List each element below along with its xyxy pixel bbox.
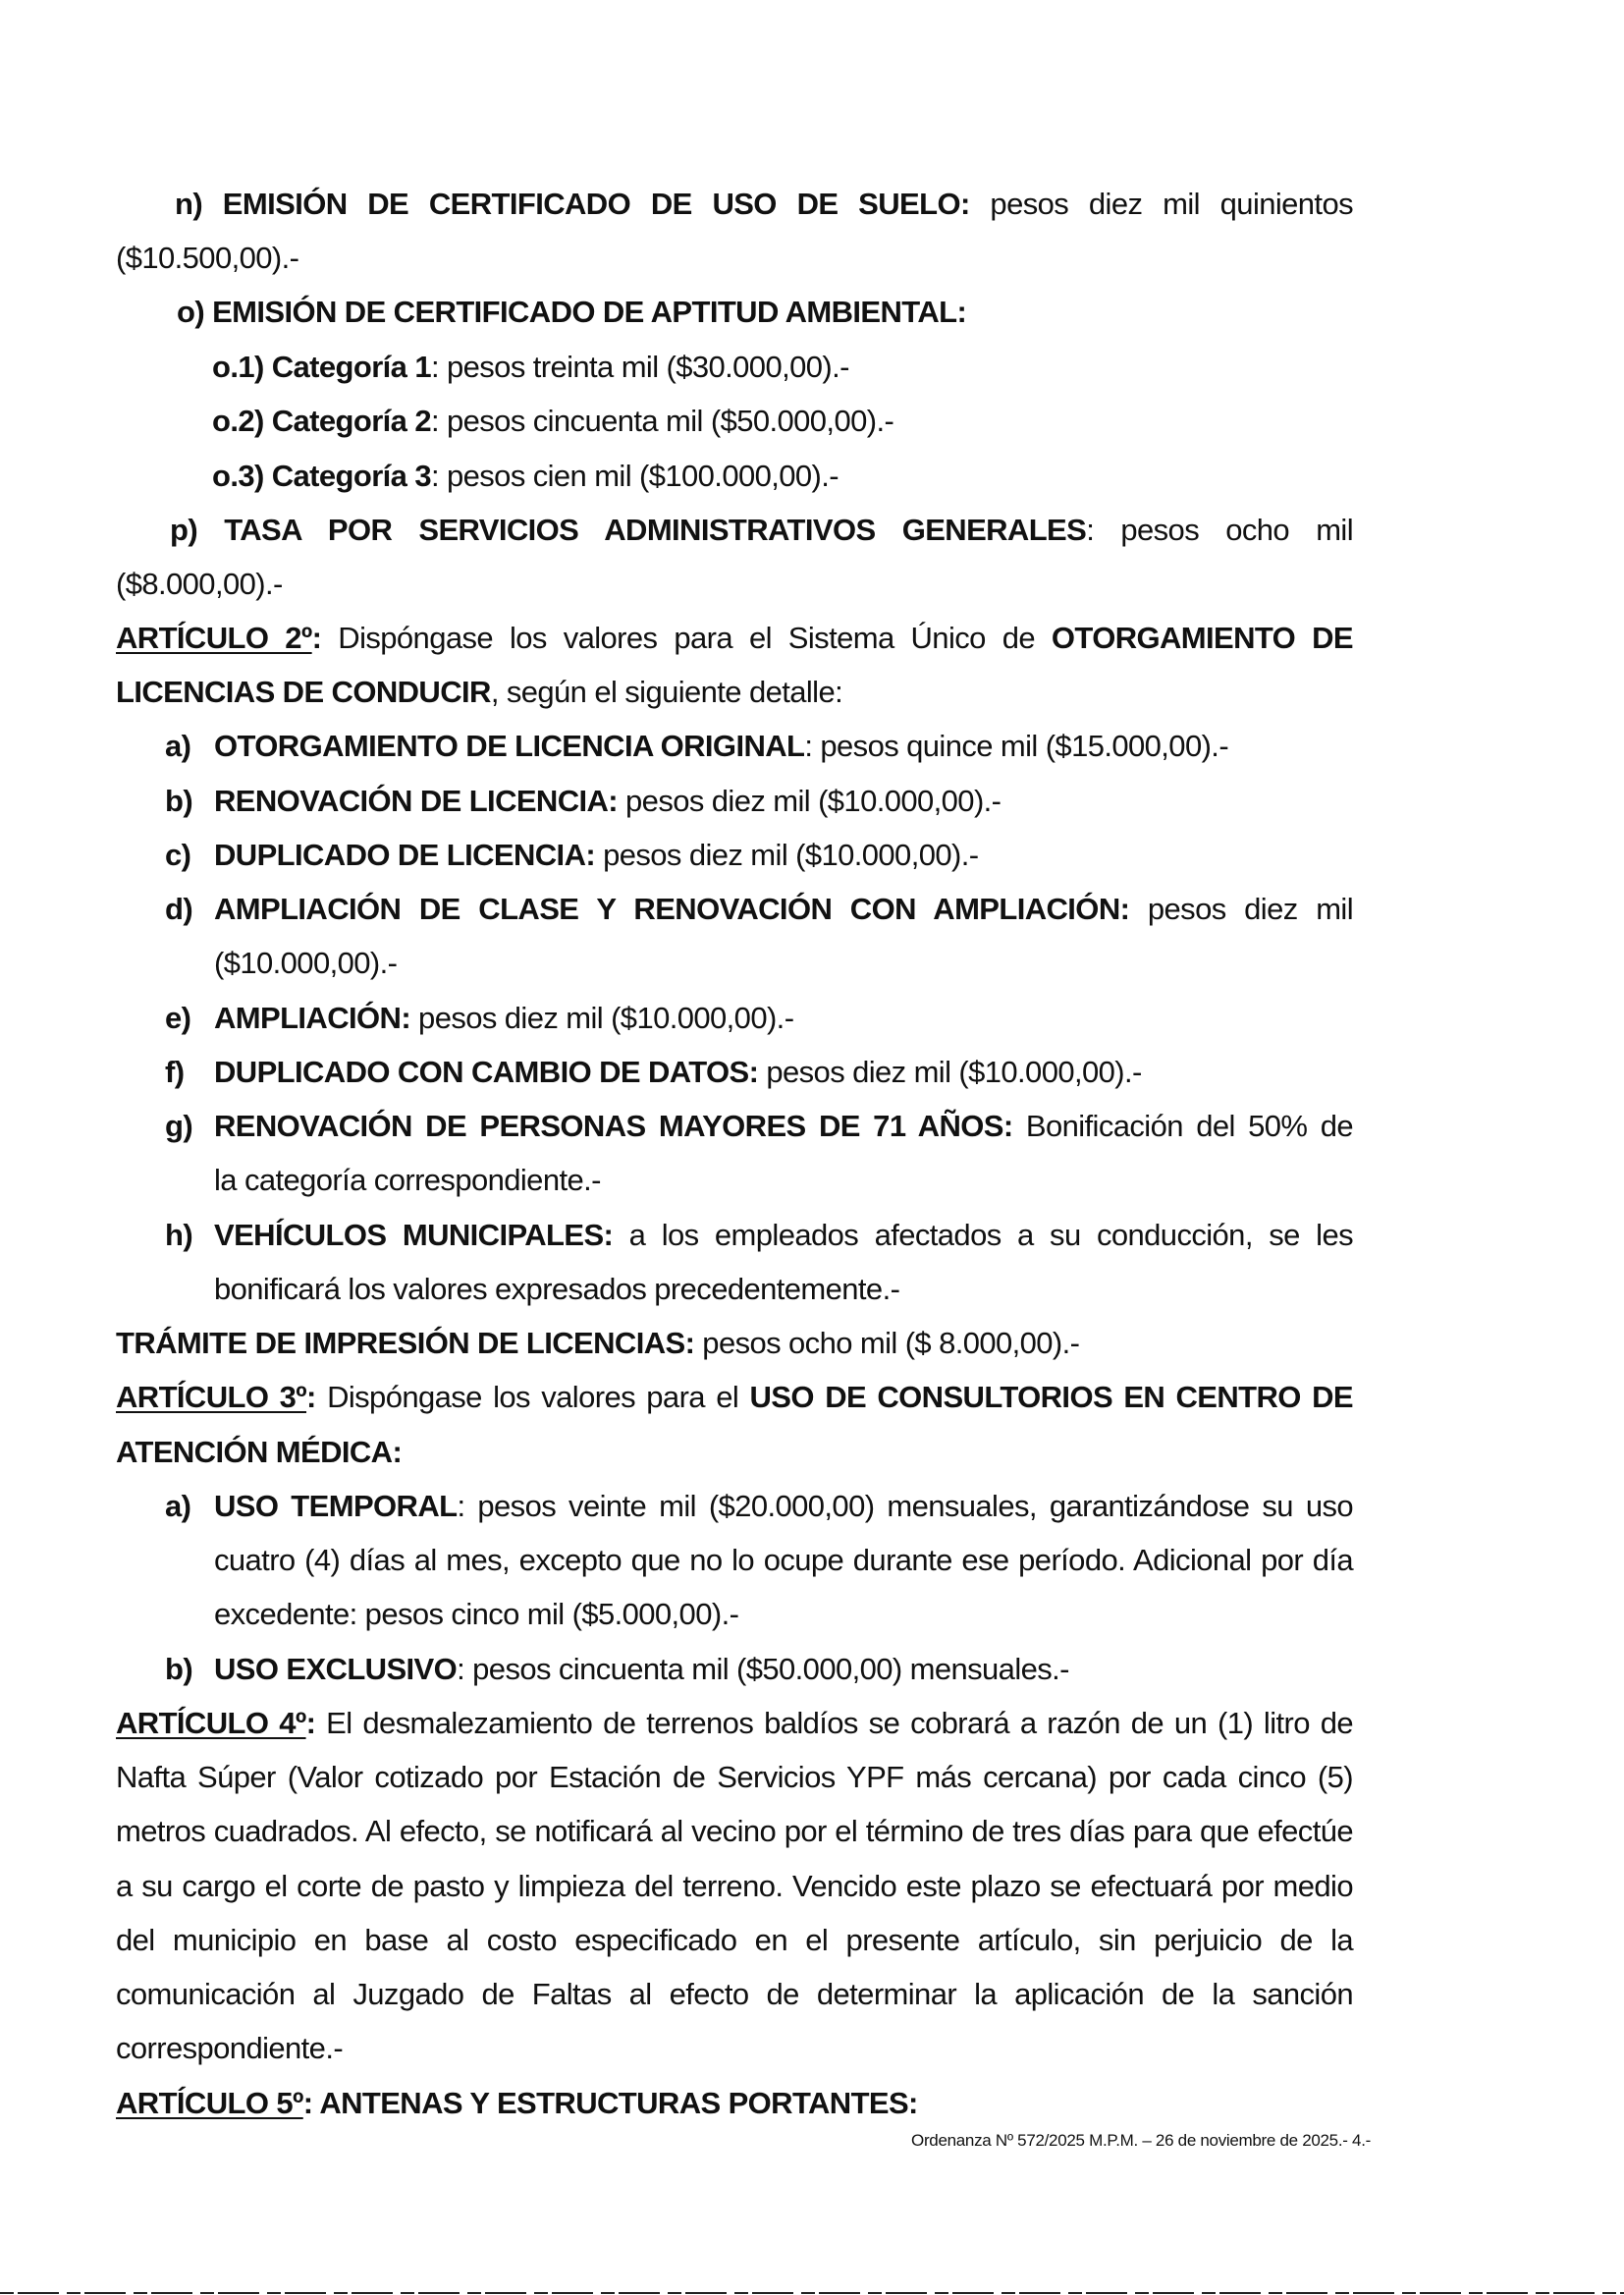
article-text: , según el siguiente detalle: — [490, 675, 843, 709]
heading-colon: : — [306, 1380, 316, 1414]
heading-colon: : — [311, 621, 322, 655]
item-text: pesos diez mil — [1129, 892, 1353, 926]
item-o3 — [116, 457, 1449, 496]
item-label: AMPLIACIÓN DE CLASE Y RENOVACIÓN CON AMPLIACIÓN: — [214, 892, 1130, 926]
item-text: pesos diez mil ($10.000,00).- — [758, 1055, 1142, 1089]
item-text: cuatro (4) días al mes, excepto que no lo ocupe durante ese período. Adicional por día — [214, 1543, 1353, 1577]
art3-item-a-cont2 — [116, 1595, 1451, 1634]
article-heading: ARTÍCULO 5º — [116, 2086, 303, 2120]
item-label: o.2) Categoría 2 — [212, 404, 431, 438]
item-text: : pesos ocho mil — [1086, 513, 1353, 547]
article-4-line: metros cuadrados. Al efecto, se notificará al vecino por el término de tres días para que efectúe — [116, 1814, 1353, 1848]
list-marker: d) — [165, 892, 193, 926]
art2-item-d-cont — [116, 944, 1451, 983]
item-text: ($10.500,00).- — [116, 241, 299, 275]
article-3-intro-cont — [116, 1433, 1353, 1472]
scan-edge-line — [0, 2292, 1624, 2294]
item-label: DUPLICADO CON CAMBIO DE DATOS: — [214, 1055, 759, 1089]
art3-item-b — [116, 1650, 1402, 1689]
list-marker: a) — [165, 1489, 191, 1523]
tramite-impresion — [116, 1324, 1353, 1363]
list-marker: g) — [165, 1109, 193, 1143]
item-text: : pesos cincuenta mil ($50.000,00) mensuales.- — [457, 1652, 1069, 1686]
art2-item-h — [116, 1216, 1353, 1255]
list-marker: h) — [165, 1218, 193, 1252]
article-4-line: del municipio en base al costo especificado en el presente artículo, sin perjuicio de la — [116, 1923, 1353, 1957]
list-marker: e) — [165, 1001, 191, 1035]
page-footer: Ordenanza Nº 572/2025 M.P.M. – 26 de noviembre de 2025.- 4.- — [911, 2131, 1371, 2150]
article-bold-text: LICENCIAS DE CONDUCIR — [116, 675, 491, 709]
item-text: excedente: pesos cinco mil ($5.000,00).- — [214, 1597, 739, 1631]
item-label: RENOVACIÓN DE PERSONAS MAYORES DE 71 AÑOS: — [214, 1109, 1013, 1143]
item-label: TRÁMITE DE IMPRESIÓN DE LICENCIAS: — [116, 1326, 695, 1360]
item-text: pesos diez mil ($10.000,00).- — [618, 784, 1001, 818]
article-4-line: correspondiente.- — [116, 2031, 344, 2065]
item-o2 — [116, 402, 1449, 441]
article-4-line: comunicación al Juzgado de Faltas al efecto de determinar la aplicación de la sanción — [116, 1977, 1353, 2011]
item-p-cont — [116, 565, 1353, 604]
item-label: n) EMISIÓN DE CERTIFICADO DE USO DE SUELO: — [175, 187, 970, 221]
article-bold-text: USO DE CONSULTORIOS EN CENTRO DE — [749, 1380, 1353, 1414]
item-text: ($10.000,00).- — [214, 946, 398, 980]
item-label: USO TEMPORAL — [214, 1489, 458, 1523]
item-label: AMPLIACIÓN: — [214, 1001, 411, 1035]
item-o1 — [116, 348, 1449, 387]
item-text: pesos ocho mil ($ 8.000,00).- — [694, 1326, 1080, 1360]
article-4-line — [116, 1704, 1353, 1743]
art2-item-g — [116, 1107, 1353, 1146]
article-heading: ARTÍCULO 4º — [116, 1706, 306, 1740]
art2-item-h-cont — [116, 1270, 1451, 1309]
art2-item-e — [116, 999, 1402, 1038]
list-marker: c) — [165, 838, 191, 872]
heading-colon: : — [305, 1706, 316, 1740]
item-text: pesos diez mil ($10.000,00).- — [595, 838, 979, 872]
item-label: DUPLICADO DE LICENCIA: — [214, 838, 596, 872]
item-text: : pesos treinta mil ($30.000,00).- — [430, 350, 849, 384]
item-label: o) EMISIÓN DE CERTIFICADO DE APTITUD AMBIENTAL: — [177, 295, 967, 329]
art2-item-g-cont — [116, 1161, 1451, 1200]
list-marker: a) — [165, 729, 191, 763]
item-label: OTORGAMIENTO DE LICENCIA ORIGINAL — [214, 729, 805, 763]
art2-item-f — [116, 1053, 1402, 1092]
item-text: : pesos cincuenta mil ($50.000,00).- — [430, 404, 894, 438]
article-bold-text: ATENCIÓN MÉDICA: — [116, 1435, 403, 1469]
item-label: USO EXCLUSIVO — [214, 1652, 458, 1686]
art3-item-a-cont — [116, 1541, 1353, 1580]
article-3-intro — [116, 1378, 1353, 1417]
article-text: El desmalezamiento de terrenos baldíos se cobrará a razón de un (1) litro de — [315, 1706, 1353, 1740]
item-label: o.1) Categoría 1 — [212, 350, 431, 384]
item-text: : pesos quince mil ($15.000,00).- — [804, 729, 1229, 763]
item-o — [116, 293, 1414, 332]
article-4-line: Nafta Súper (Valor cotizado por Estación de Servicios YPF más cercana) por cada cinco (5) — [116, 1760, 1353, 1794]
article-5-heading — [116, 2084, 1353, 2123]
item-text: pesos diez mil quinientos — [969, 187, 1353, 221]
art3-item-a — [116, 1487, 1353, 1526]
art2-item-a — [116, 727, 1402, 766]
art2-item-b — [116, 782, 1402, 821]
article-2-intro-cont — [116, 673, 1353, 712]
item-label: o.3) Categoría 3 — [212, 459, 431, 493]
article-2-intro — [116, 619, 1353, 658]
item-label: p) TASA POR SERVICIOS ADMINISTRATIVOS GENERALES — [170, 513, 1087, 547]
article-text: Dispóngase los valores para el — [315, 1380, 750, 1414]
item-text: : pesos veinte mil ($20.000,00) mensuales, garantizándose su uso — [457, 1489, 1353, 1523]
item-text: la categoría correspondiente.- — [214, 1163, 601, 1197]
item-p — [116, 511, 1353, 550]
item-text: bonificará los valores expresados precedentemente.- — [214, 1272, 900, 1306]
item-text: Bonificación del 50% de — [1012, 1109, 1353, 1143]
item-label: VEHÍCULOS MUNICIPALES: — [214, 1218, 614, 1252]
article-text: Dispóngase los valores para el Sistema Único de — [321, 621, 1052, 655]
item-label: RENOVACIÓN DE LICENCIA: — [214, 784, 619, 818]
article-heading: ARTÍCULO 2º — [116, 621, 312, 655]
art2-item-d — [116, 890, 1353, 929]
item-n — [116, 185, 1353, 224]
art2-item-c — [116, 836, 1402, 875]
list-marker: b) — [165, 1652, 193, 1686]
item-text: pesos diez mil ($10.000,00).- — [410, 1001, 794, 1035]
article-bold-text: OTORGAMIENTO DE — [1051, 621, 1353, 655]
list-marker: b) — [165, 784, 193, 818]
item-n-cont — [116, 239, 1353, 278]
article-title: : ANTENAS Y ESTRUCTURAS PORTANTES: — [302, 2086, 918, 2120]
article-4-line: a su cargo el corte de pasto y limpieza del terreno. Vencido este plazo se efectuará por medio — [116, 1869, 1353, 1903]
article-heading: ARTÍCULO 3º — [116, 1380, 307, 1414]
list-marker: f) — [165, 1055, 185, 1089]
item-text: : pesos cien mil ($100.000,00).- — [430, 459, 839, 493]
item-text: ($8.000,00).- — [116, 567, 283, 601]
item-text: a los empleados afectados a su conducción, se les — [613, 1218, 1354, 1252]
